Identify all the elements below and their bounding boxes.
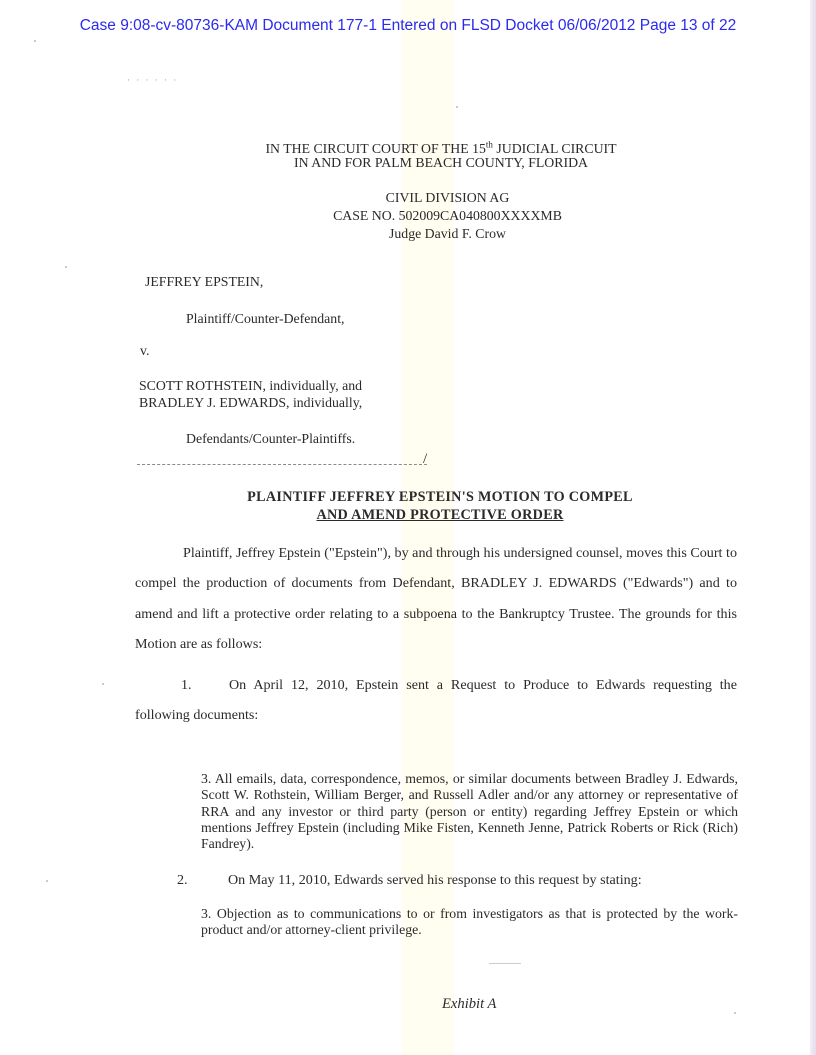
defendant-role: Defendants/Counter-Plaintiffs.: [186, 431, 356, 446]
scan-artifact: · · · · · ·: [127, 75, 179, 85]
intro-text: Plaintiff, Jeffrey Epstein ("Epstein"), by and through his undersigned counsel, moves this Court to compel the production of documents from Defendant, BRADLEY J. EDWARDS ("Edwards") and to amend and lift a protective order relating to a subpoena to the Bankruptcy Trustee. The grounds for this Motion are as follows:: [135, 545, 737, 653]
quoted-response-3: 3. Objection as to communications to or from investigators as that is protected by the work-product and/or attorney-client privilege.: [201, 906, 738, 938]
scan-speck: [456, 106, 458, 108]
scan-speck: [102, 683, 104, 685]
paragraph-2-text: On May 11, 2010, Edwards served his response to this request by stating:: [228, 872, 642, 888]
motion-title-line1: PLAINTIFF JEFFREY EPSTEIN'S MOTION TO COMPEL: [247, 489, 633, 505]
judge-name: Judge David F. Crow: [389, 226, 506, 241]
scan-speck: [46, 880, 48, 882]
court-name-line1: IN THE CIRCUIT COURT OF THE 15th JUDICIAL CIRCUIT: [265, 139, 617, 156]
versus: v.: [140, 343, 150, 358]
paragraph-1-number: 1.: [181, 677, 192, 693]
exhibit-label: Exhibit A: [442, 996, 497, 1012]
motion-title-line2: [190, 505, 690, 525]
paragraph-1: [135, 670, 737, 731]
intro-paragraph: [135, 538, 737, 660]
motion-title-line2-text: AND AMEND PROTECTIVE ORDER: [316, 507, 564, 523]
plaintiff-name: JEFFREY EPSTEIN,: [145, 274, 264, 289]
quoted-request-3: 3. All emails, data, correspondence, memos, or similar documents between Bradley J. Edwards, Scott W. Rothstein, William Berger, and Russell Adler and/or any attorney or representative of RRA and any investor or third party (person or entity) regarding Jeffrey Epstein or which mentions Jeffrey Epstein (including Mike Fisten, Kenneth Jenne, Patrick Roberts or Rick (Rich) Fandrey).: [201, 771, 738, 852]
caption-divider-slash: /: [423, 451, 428, 467]
case-number: CASE NO. 502009CA040800XXXXMB: [333, 208, 562, 223]
scan-speck: [65, 266, 67, 268]
caption-divider-line: [137, 464, 427, 465]
civil-division: CIVIL DIVISION AG: [385, 190, 510, 205]
paragraph-1-text: On April 12, 2010, Epstein sent a Request to Produce to Edwards requesting the following documents:: [135, 677, 737, 724]
court-name-line2: IN AND FOR PALM BEACH COUNTY, FLORIDA: [294, 155, 588, 170]
scan-speck: [734, 1012, 736, 1014]
paragraph-2-number: 2.: [177, 872, 188, 888]
plaintiff-role: Plaintiff/Counter-Defendant,: [186, 311, 345, 326]
defendant-name-2: BRADLEY J. EDWARDS, individually,: [139, 395, 363, 410]
page-edge-shadow: [810, 0, 816, 1055]
defendant-name-1: SCOTT ROTHSTEIN, individually, and: [139, 378, 363, 393]
court-filing-header: Case 9:08-cv-80736-KAM Document 177-1 Entered on FLSD Docket 06/06/2012 Page 13 of 22: [79, 17, 737, 34]
scan-speck: [34, 40, 36, 42]
scan-smudge: [489, 963, 521, 964]
